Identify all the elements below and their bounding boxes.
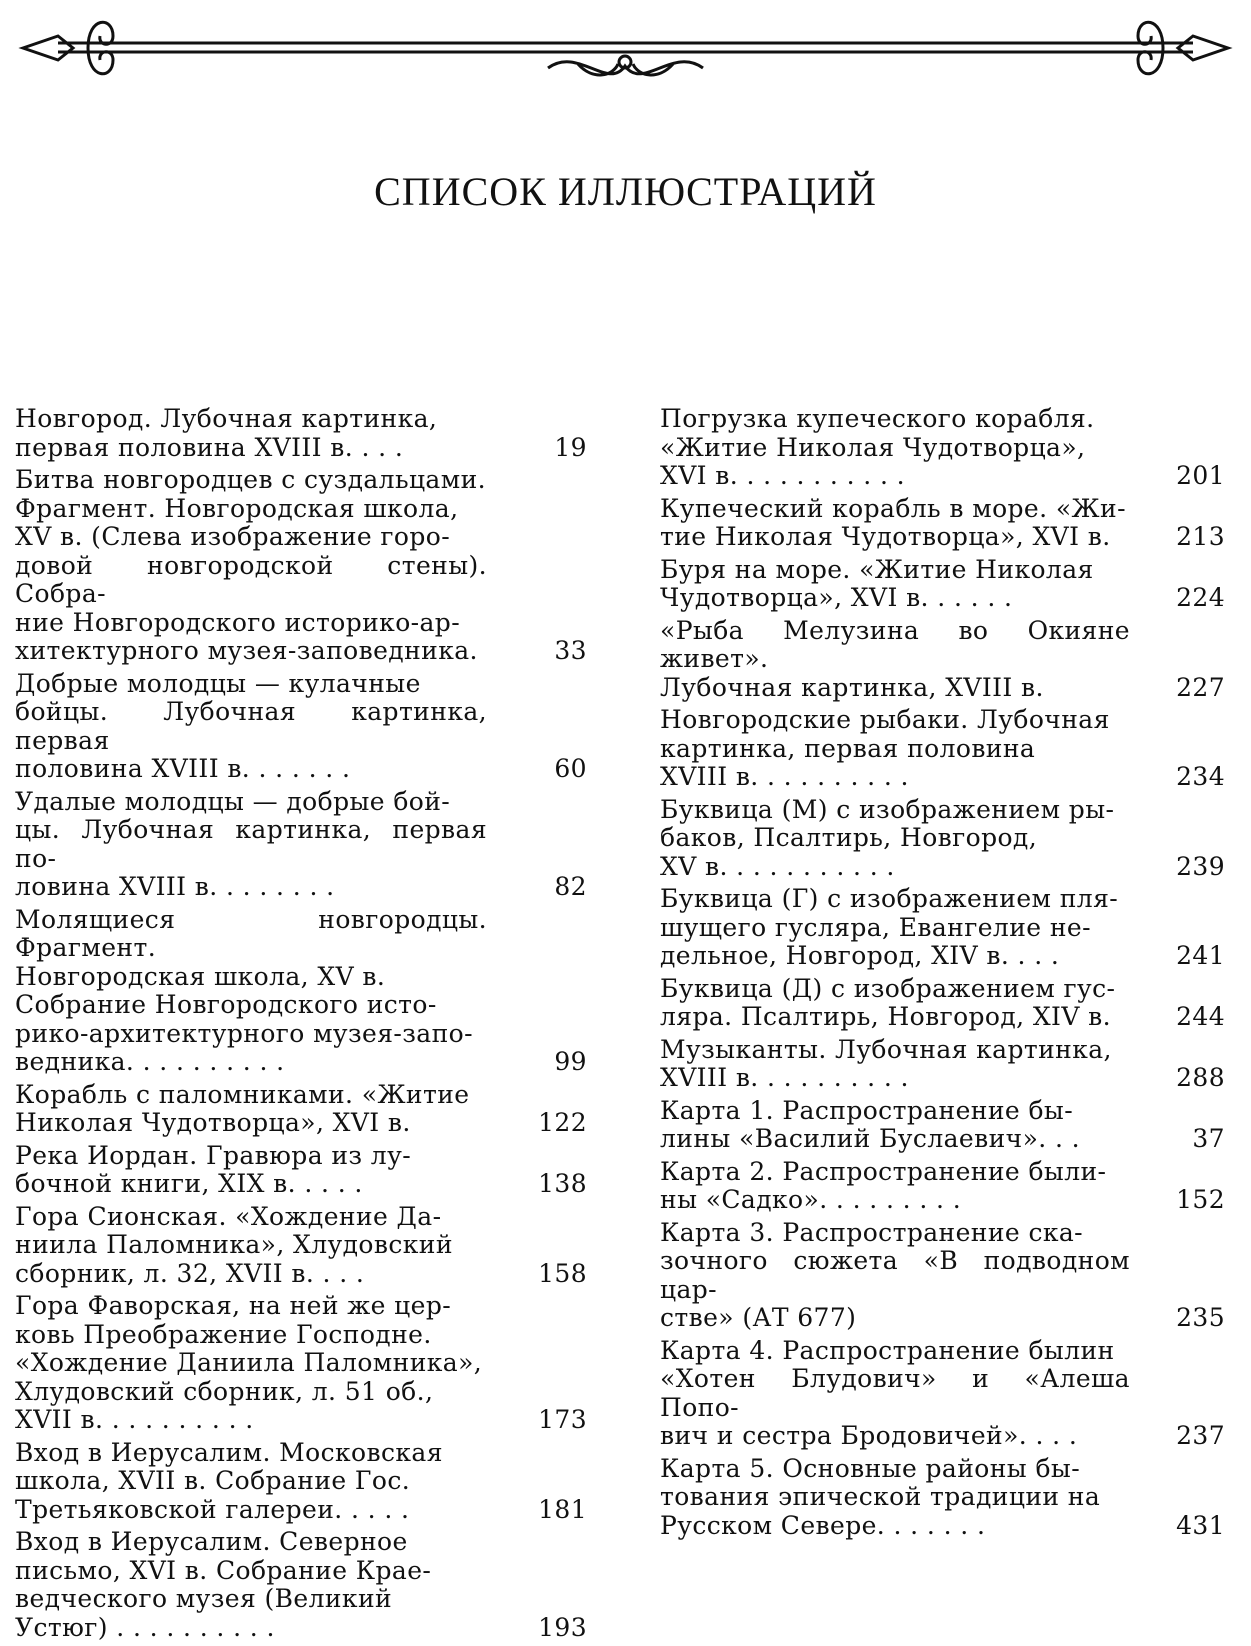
illustration-entry xyxy=(660,975,1225,1032)
entry-page-number: 235 xyxy=(1176,1303,1225,1332)
entry-page-number: 431 xyxy=(1176,1510,1225,1540)
entry-page-number: 19 xyxy=(554,432,587,462)
page-title: СПИСОК ИЛЛЮСТРАЦИЙ xyxy=(374,169,877,214)
entry-caption: Новгородские рыбаки. Лубочная картинка, первая половина XVIII в. . . . . . . . . . xyxy=(660,705,1110,791)
left-column xyxy=(15,405,590,1646)
illustration-entry xyxy=(660,1036,1225,1093)
entry-caption: Карта 3. Распространение ска- зочного сюжета «В подводном цар- стве» (АТ 677) xyxy=(660,1217,1130,1332)
entry-page-number: 138 xyxy=(538,1169,587,1198)
illustration-entry xyxy=(15,788,590,902)
illustration-entry xyxy=(660,885,1225,971)
illustration-entry xyxy=(15,1292,590,1435)
entry-caption: Карта 2. Распространение были- ны «Садко». . . . . . . . . xyxy=(660,1156,1107,1214)
entry-page-number: 122 xyxy=(538,1108,587,1137)
entry-caption: «Рыба Мелузина во Окияне живет». Лубочная картинка, XVIII в. xyxy=(660,615,1130,702)
entry-caption: Буквица (Г) с изображением пля- шущего гусляра, Евангелие не- дельное, Новгород, XIV в. . . . xyxy=(660,884,1119,970)
illustration-entry xyxy=(660,495,1225,552)
entry-caption: Река Иордан. Гравюра из лу- бочной книги, XIX в. . . . . xyxy=(15,1140,412,1198)
header-ornament xyxy=(18,6,1233,96)
entry-page-number: 158 xyxy=(538,1258,587,1288)
entry-caption: Вход в Иерусалим. Московская школа, XVII в. Собрание Гос. Третьяковской галереи. . . . . xyxy=(15,1437,443,1524)
entry-page-number: 193 xyxy=(538,1612,587,1642)
illustration-entry xyxy=(15,906,590,1077)
entry-page-number: 241 xyxy=(1176,941,1225,970)
entry-page-number: 173 xyxy=(538,1405,587,1434)
entry-caption: Битва новгородцев с суздальцами. Фрагмент. Новгородская школа, XV в. (Слева изображение горо- довой новгородской стены). Собра- ние Новгородского историко-ар- хитектурного музея-заповедника. xyxy=(15,465,487,665)
entry-page-number: 234 xyxy=(1176,762,1225,791)
entry-caption: Новгород. Лубочная картинка, первая половина XVIII в. . . . xyxy=(15,404,438,462)
entry-caption: Карта 1. Распространение бы- лины «Василий Буслаевич». . . xyxy=(660,1095,1080,1153)
illustration-entry xyxy=(660,617,1225,703)
entry-page-number: 152 xyxy=(1176,1185,1225,1214)
entry-caption: Гора Фаворская, на ней же цер- ковь Преображение Господне. «Хождение Даниила Паломника», Хлудовский сборник, л. 51 об., XVII в. . . . . . . . . . xyxy=(15,1291,483,1434)
entry-caption: Гора Сионская. «Хождение Да- ниила Паломника», Хлудовский сборник, л. 32, XVII в. . . . xyxy=(15,1201,453,1288)
entry-page-number: 224 xyxy=(1176,583,1225,612)
entry-page-number: 37 xyxy=(1192,1124,1225,1153)
illustration-entry xyxy=(660,556,1225,613)
entry-caption: Буря на море. «Житие Николая Чудотворца», XVI в. . . . . . xyxy=(660,554,1094,612)
entry-page-number: 244 xyxy=(1176,1002,1225,1031)
entry-caption: Карта 5. Основные районы бы- тования эпической традиции на Русском Севере. . . . . . . xyxy=(660,1453,1101,1540)
illustration-entry xyxy=(15,1081,590,1138)
illustration-entry xyxy=(15,1203,590,1289)
illustration-entry xyxy=(15,1439,590,1525)
illustration-entry xyxy=(15,405,590,462)
entry-page-number: 33 xyxy=(554,636,587,665)
illustration-entry xyxy=(660,1455,1225,1541)
entry-page-number: 213 xyxy=(1176,522,1225,551)
entry-caption: Музыканты. Лубочная картинка, XVIII в. . . . . . . . . . xyxy=(660,1034,1112,1092)
entry-caption: Вход в Иерусалим. Северное письмо, XVI в. Собрание Крае- ведческого музея (Великий Устюг) . . . . . . . . . . xyxy=(15,1527,432,1642)
entry-page-number: 288 xyxy=(1176,1063,1225,1092)
illustration-entry xyxy=(660,1158,1225,1215)
illustration-entry xyxy=(15,466,590,666)
illustration-entry xyxy=(660,1337,1225,1451)
entry-caption: Молящиеся новгородцы. Фрагмент. Новгородская школа, XV в. Собрание Новгородского исто- рико-архитектурного музея-запо- ведника. . . . . . . . . . xyxy=(15,904,487,1076)
illustration-entry xyxy=(660,1219,1225,1333)
entry-page-number: 237 xyxy=(1176,1421,1225,1450)
entry-page-number: 239 xyxy=(1176,851,1225,881)
illustration-entry xyxy=(15,1142,590,1199)
illustration-entry xyxy=(660,796,1225,882)
illustration-entry xyxy=(660,706,1225,792)
illustration-entry xyxy=(15,1528,590,1642)
entry-caption: Погрузка купеческого корабля. «Житие Николая Чудотворца», XVI в. . . . . . . . . . . xyxy=(660,404,1095,490)
illustration-entry xyxy=(660,1097,1225,1154)
entry-caption: Карта 4. Распространение былин «Хотен Блудович» и «Алеша Попо- вич и сестра Бродовичей». . . . xyxy=(660,1335,1130,1450)
entry-caption: Корабль с паломниками. «Житие Николая Чудотворца», XVI в. xyxy=(15,1079,470,1137)
entry-page-number: 181 xyxy=(538,1494,587,1524)
illustration-entry xyxy=(15,670,590,784)
right-column xyxy=(660,405,1225,1544)
entry-page-number: 227 xyxy=(1176,672,1225,702)
entry-page-number: 99 xyxy=(554,1047,587,1076)
entry-page-number: 60 xyxy=(554,754,587,783)
entry-caption: Буквица (Д) с изображением гус- ляра. Псалтирь, Новгород, XIV в. xyxy=(660,973,1116,1031)
entry-caption: Добрые молодцы — кулачные бойцы. Лубочная картинка, первая половина XVIII в. . . . . . . xyxy=(15,668,487,783)
entry-page-number: 201 xyxy=(1176,461,1225,490)
entry-page-number: 82 xyxy=(554,872,587,901)
entry-caption: Удалые молодцы — добрые бой- цы. Лубочная картинка, первая по- ловина XVIII в. . . . . . . . xyxy=(15,786,487,901)
entry-caption: Купеческий корабль в море. «Жи- тие Николая Чудотворца», XVI в. xyxy=(660,493,1126,551)
entry-caption: Буквица (М) с изображением ры- баков, Псалтирь, Новгород, XV в. . . . . . . . . . . xyxy=(660,794,1115,881)
illustration-entry xyxy=(660,405,1225,491)
